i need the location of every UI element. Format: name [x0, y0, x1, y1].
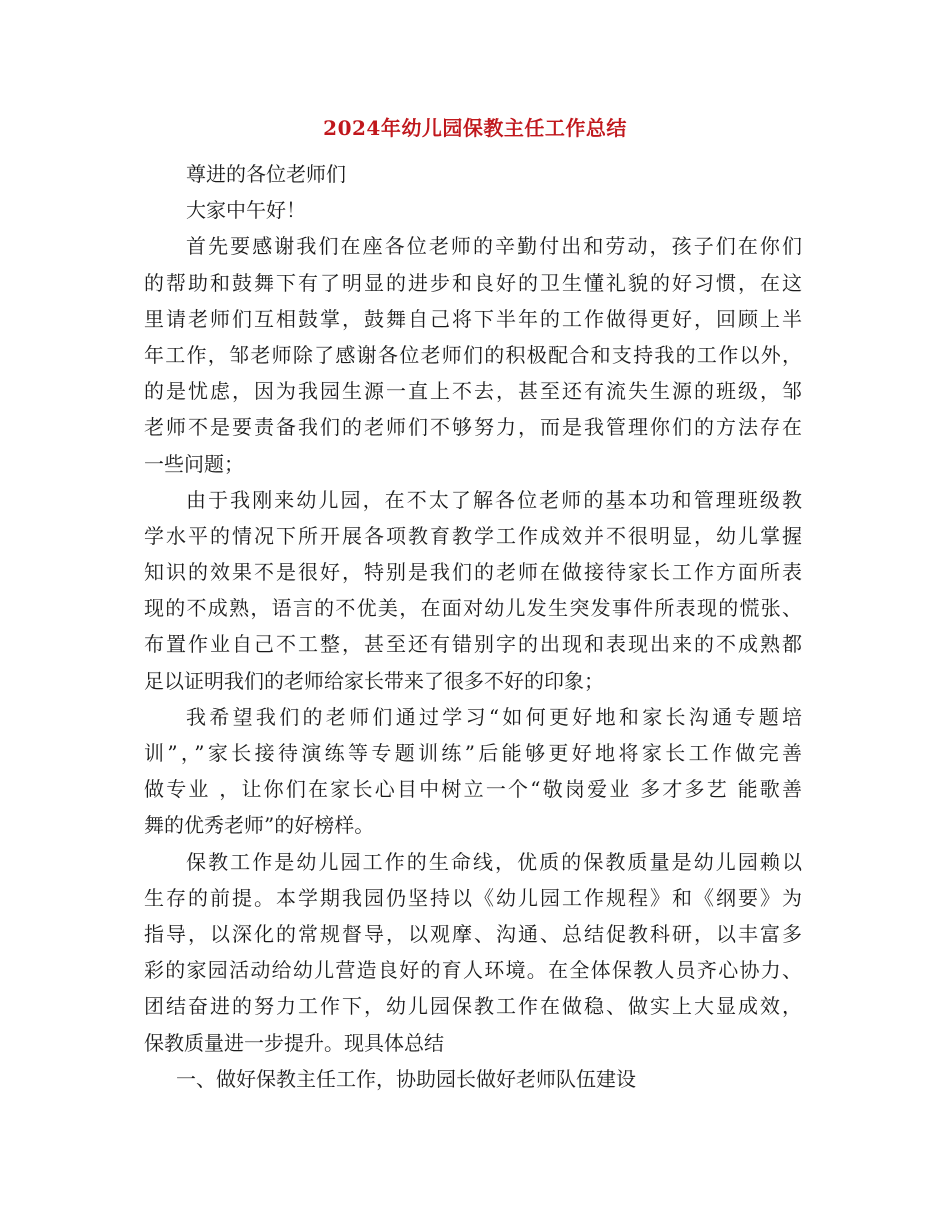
paragraph-line: 保教工作是幼儿园工作的生命线，优质的保教质量是幼儿园赖以 [186, 849, 802, 874]
paragraph-line: 保教质量进一步提升。现具体总结 [144, 1030, 444, 1055]
paragraph-line: 一些问题； [144, 451, 244, 476]
paragraph-line: 老师不是要责备我们的老师们不够努力，而是我管理你们的方法存在 [144, 415, 802, 440]
paragraph-line: 做专业 ，让你们在家长心目中树立一个“敬岗爱业 多才多艺 能歌善 [144, 777, 802, 802]
paragraph-line: 训”，”家长接待演练等专题训练”后能够更好地将家长工作做完善 [144, 741, 802, 765]
paragraph-line: 里请老师们互相鼓掌，鼓舞自己将下半年的工作做得更好，回顾上半 [144, 306, 802, 331]
document-title: 2024年幼儿园保教主任工作总结 [323, 116, 627, 140]
paragraph-line: 指导，以深化的常规督导，以观摩、沟通、总结促教科研，以丰富多 [144, 921, 802, 946]
paragraph-line: 学水平的情况下所开展各项教育教学工作成效并不很明显，幼儿掌握 [144, 523, 802, 548]
paragraph-line: 我希望我们的老师们通过学习“如何更好地和家长沟通专题培 [186, 704, 802, 729]
document-body [144, 156, 802, 1097]
paragraph-line: 布置作业自己不工整，甚至还有错别字的出现和表现出来的不成熟都 [144, 632, 802, 657]
paragraph-line: 首先要感谢我们在座各位老师的辛勤付出和劳动，孩子们在你们 [186, 234, 802, 259]
paragraph-line: 足以证明我们的老师给家长带来了很多不好的印象； [144, 668, 604, 693]
paragraph-line: 现的不成熟，语言的不优美，在面对幼儿发生突发事件所表现的慌张、 [144, 596, 802, 621]
paragraph-line: 由于我刚来幼儿园，在不太了解各位老师的基本功和管理班级教 [186, 487, 802, 512]
paragraph-line: 的是忧虑，因为我园生源一直上不去，甚至还有流失生源的班级，邹 [144, 379, 802, 404]
paragraph-line: 大家中午好！ [186, 198, 306, 223]
paragraph-line: 年工作，邹老师除了感谢各位老师们的积极配合和支持我的工作以外， [144, 342, 802, 367]
paragraph-line: 彩的家园活动给幼儿营造良好的育人环境。在全体保教人员齐心协力、 [144, 958, 802, 983]
paragraph-line: 尊进的各位老师们 [186, 162, 346, 186]
paragraph-line: 的帮助和鼓舞下有了明显的进步和良好的卫生懂礼貌的好习惯，在这 [144, 270, 802, 295]
paragraph-line: 知识的效果不是很好，特别是我们的老师在做接待家长工作方面所表 [144, 560, 802, 585]
section-heading: 一、做好保教主任工作，协助园长做好老师队伍建设 [176, 1066, 636, 1091]
paragraph-line: 生存的前提。本学期我园仍坚持以《幼儿园工作规程》和《纲要》为 [144, 885, 802, 910]
paragraph-line: 团结奋进的努力工作下，幼儿园保教工作在做稳、做实上大显成效， [144, 994, 802, 1019]
paragraph-line: 舞的优秀老师”的好榜样。 [144, 813, 375, 838]
